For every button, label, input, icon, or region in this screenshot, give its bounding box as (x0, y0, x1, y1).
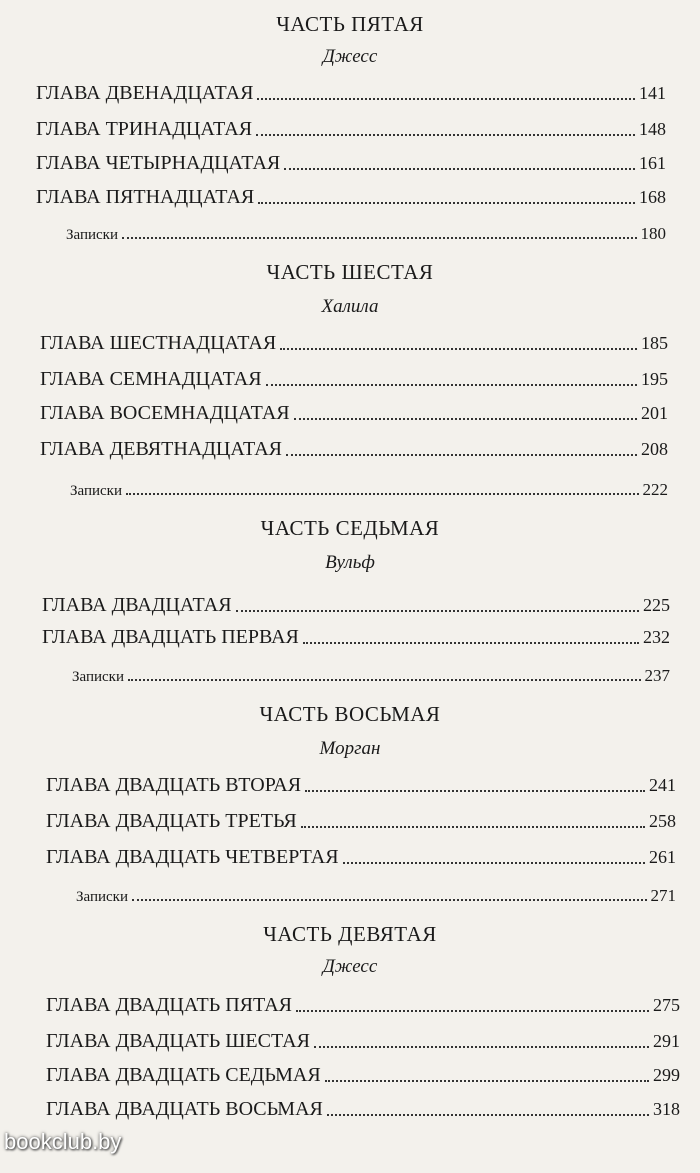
toc-entry[interactable] (36, 152, 666, 175)
chapter-label: ГЛАВА ЧЕТЫРНАДЦАТАЯ (36, 152, 281, 174)
chapter-label: ГЛАВА ДВАДЦАТЬ ЧЕТВЕРТАЯ (46, 846, 339, 868)
toc-entry[interactable] (40, 332, 668, 355)
notes-label: Записки (66, 227, 119, 243)
dot-leader (286, 454, 637, 456)
page-number: 261 (649, 847, 676, 867)
chapter-label: ГЛАВА ДВАДЦАТЬ ПЕРВАЯ (42, 626, 299, 648)
toc-entry[interactable] (46, 774, 676, 797)
dot-leader (258, 202, 635, 204)
page-number: 291 (653, 1031, 680, 1051)
chapter-label: ГЛАВА ДВЕНАДЦАТАЯ (36, 82, 254, 104)
toc-entry[interactable] (42, 626, 670, 649)
page-number: 185 (641, 333, 668, 353)
page-number: 232 (643, 627, 670, 647)
dot-leader (126, 493, 638, 495)
toc-entry[interactable] (46, 1030, 680, 1053)
chapter-label: ГЛАВА ВОСЕМНАДЦАТАЯ (40, 402, 290, 424)
notes-label: Записки (70, 483, 123, 499)
page-number: 195 (641, 369, 668, 389)
part-title: ЧАСТЬ ВОСЬМАЯ (259, 702, 441, 726)
page-number: 180 (640, 224, 666, 243)
dot-leader (327, 1114, 649, 1116)
dot-leader (301, 826, 645, 828)
chapter-label: ГЛАВА ДВАДЦАТЬ СЕДЬМАЯ (46, 1064, 321, 1086)
notes-label: Записки (76, 889, 129, 905)
toc-entry[interactable] (46, 810, 676, 833)
toc-entry[interactable] (36, 82, 666, 105)
toc-entry[interactable] (40, 402, 668, 425)
page-number: 222 (642, 480, 668, 499)
page-number: 318 (653, 1099, 680, 1119)
page-number: 241 (649, 775, 676, 795)
chapter-label: ГЛАВА ДВАДЦАТЬ ТРЕТЬЯ (46, 810, 297, 832)
dot-leader (343, 862, 645, 864)
page-number: 225 (643, 595, 670, 615)
page-number: 201 (641, 403, 668, 423)
dot-leader (122, 237, 636, 239)
page-number: 271 (650, 886, 676, 905)
dot-leader (314, 1046, 649, 1048)
toc-entry-notes[interactable] (66, 224, 666, 244)
toc-entry-notes[interactable] (76, 886, 676, 906)
dot-leader (128, 679, 640, 681)
part-title: ЧАСТЬ ПЯТАЯ (276, 12, 424, 36)
toc-entry[interactable] (42, 594, 670, 617)
page-number: 275 (653, 995, 680, 1015)
chapter-label: ГЛАВА ПЯТНАДЦАТАЯ (36, 186, 255, 208)
chapter-label: ГЛАВА ДВАДЦАТАЯ (42, 594, 232, 616)
toc-entry[interactable] (36, 186, 666, 209)
page-number: 141 (639, 83, 666, 103)
part-title: ЧАСТЬ ШЕСТАЯ (266, 260, 434, 284)
toc-entry[interactable] (36, 118, 666, 141)
toc-entry[interactable] (46, 1098, 680, 1121)
toc-entry[interactable] (46, 846, 676, 869)
part-subtitle: Морган (319, 738, 381, 759)
toc-entry[interactable] (46, 994, 680, 1017)
part-subtitle: Джесс (322, 956, 378, 977)
part-title: ЧАСТЬ СЕДЬМАЯ (260, 516, 440, 540)
chapter-label: ГЛАВА ДВАДЦАТЬ ПЯТАЯ (46, 994, 293, 1016)
part-subtitle: Халила (321, 296, 379, 317)
site-watermark: bookclub.by (4, 1129, 122, 1154)
chapter-label: ГЛАВА ДВАДЦАТЬ ВОСЬМАЯ (46, 1098, 323, 1120)
page-number: 168 (639, 187, 666, 207)
chapter-label: ГЛАВА ДВАДЦАТЬ ШЕСТАЯ (46, 1030, 310, 1052)
toc-entry-notes[interactable] (72, 666, 670, 686)
page-number: 258 (649, 811, 676, 831)
chapter-label: ГЛАВА ТРИНАДЦАТАЯ (36, 118, 253, 140)
page-number: 161 (639, 153, 666, 173)
notes-label: Записки (72, 669, 125, 685)
chapter-label: ГЛАВА ШЕСТНАДЦАТАЯ (40, 332, 277, 354)
part-subtitle: Джесс (322, 46, 378, 67)
dot-leader (266, 384, 637, 386)
part-subtitle: Вульф (325, 552, 375, 573)
dot-leader (296, 1010, 649, 1012)
toc-entry[interactable] (40, 368, 668, 391)
dot-leader (305, 790, 645, 792)
dot-leader (280, 348, 637, 350)
dot-leader (257, 98, 635, 100)
page-number: 237 (644, 666, 670, 685)
toc-entry-notes[interactable] (70, 480, 668, 500)
page-number: 208 (641, 439, 668, 459)
chapter-label: ГЛАВА ДЕВЯТНАДЦАТАЯ (40, 438, 283, 460)
dot-leader (284, 168, 635, 170)
dot-leader (236, 610, 639, 612)
part-title: ЧАСТЬ ДЕВЯТАЯ (263, 922, 437, 946)
chapter-label: ГЛАВА СЕМНАДЦАТАЯ (40, 368, 262, 390)
dot-leader (132, 899, 646, 901)
page-number: 148 (639, 119, 666, 139)
dot-leader (303, 642, 639, 644)
dot-leader (325, 1080, 649, 1082)
toc-entry[interactable] (40, 438, 668, 461)
toc-entry[interactable] (46, 1064, 680, 1087)
dot-leader (294, 418, 637, 420)
page-number: 299 (653, 1065, 680, 1085)
chapter-label: ГЛАВА ДВАДЦАТЬ ВТОРАЯ (46, 774, 302, 796)
dot-leader (256, 134, 635, 136)
